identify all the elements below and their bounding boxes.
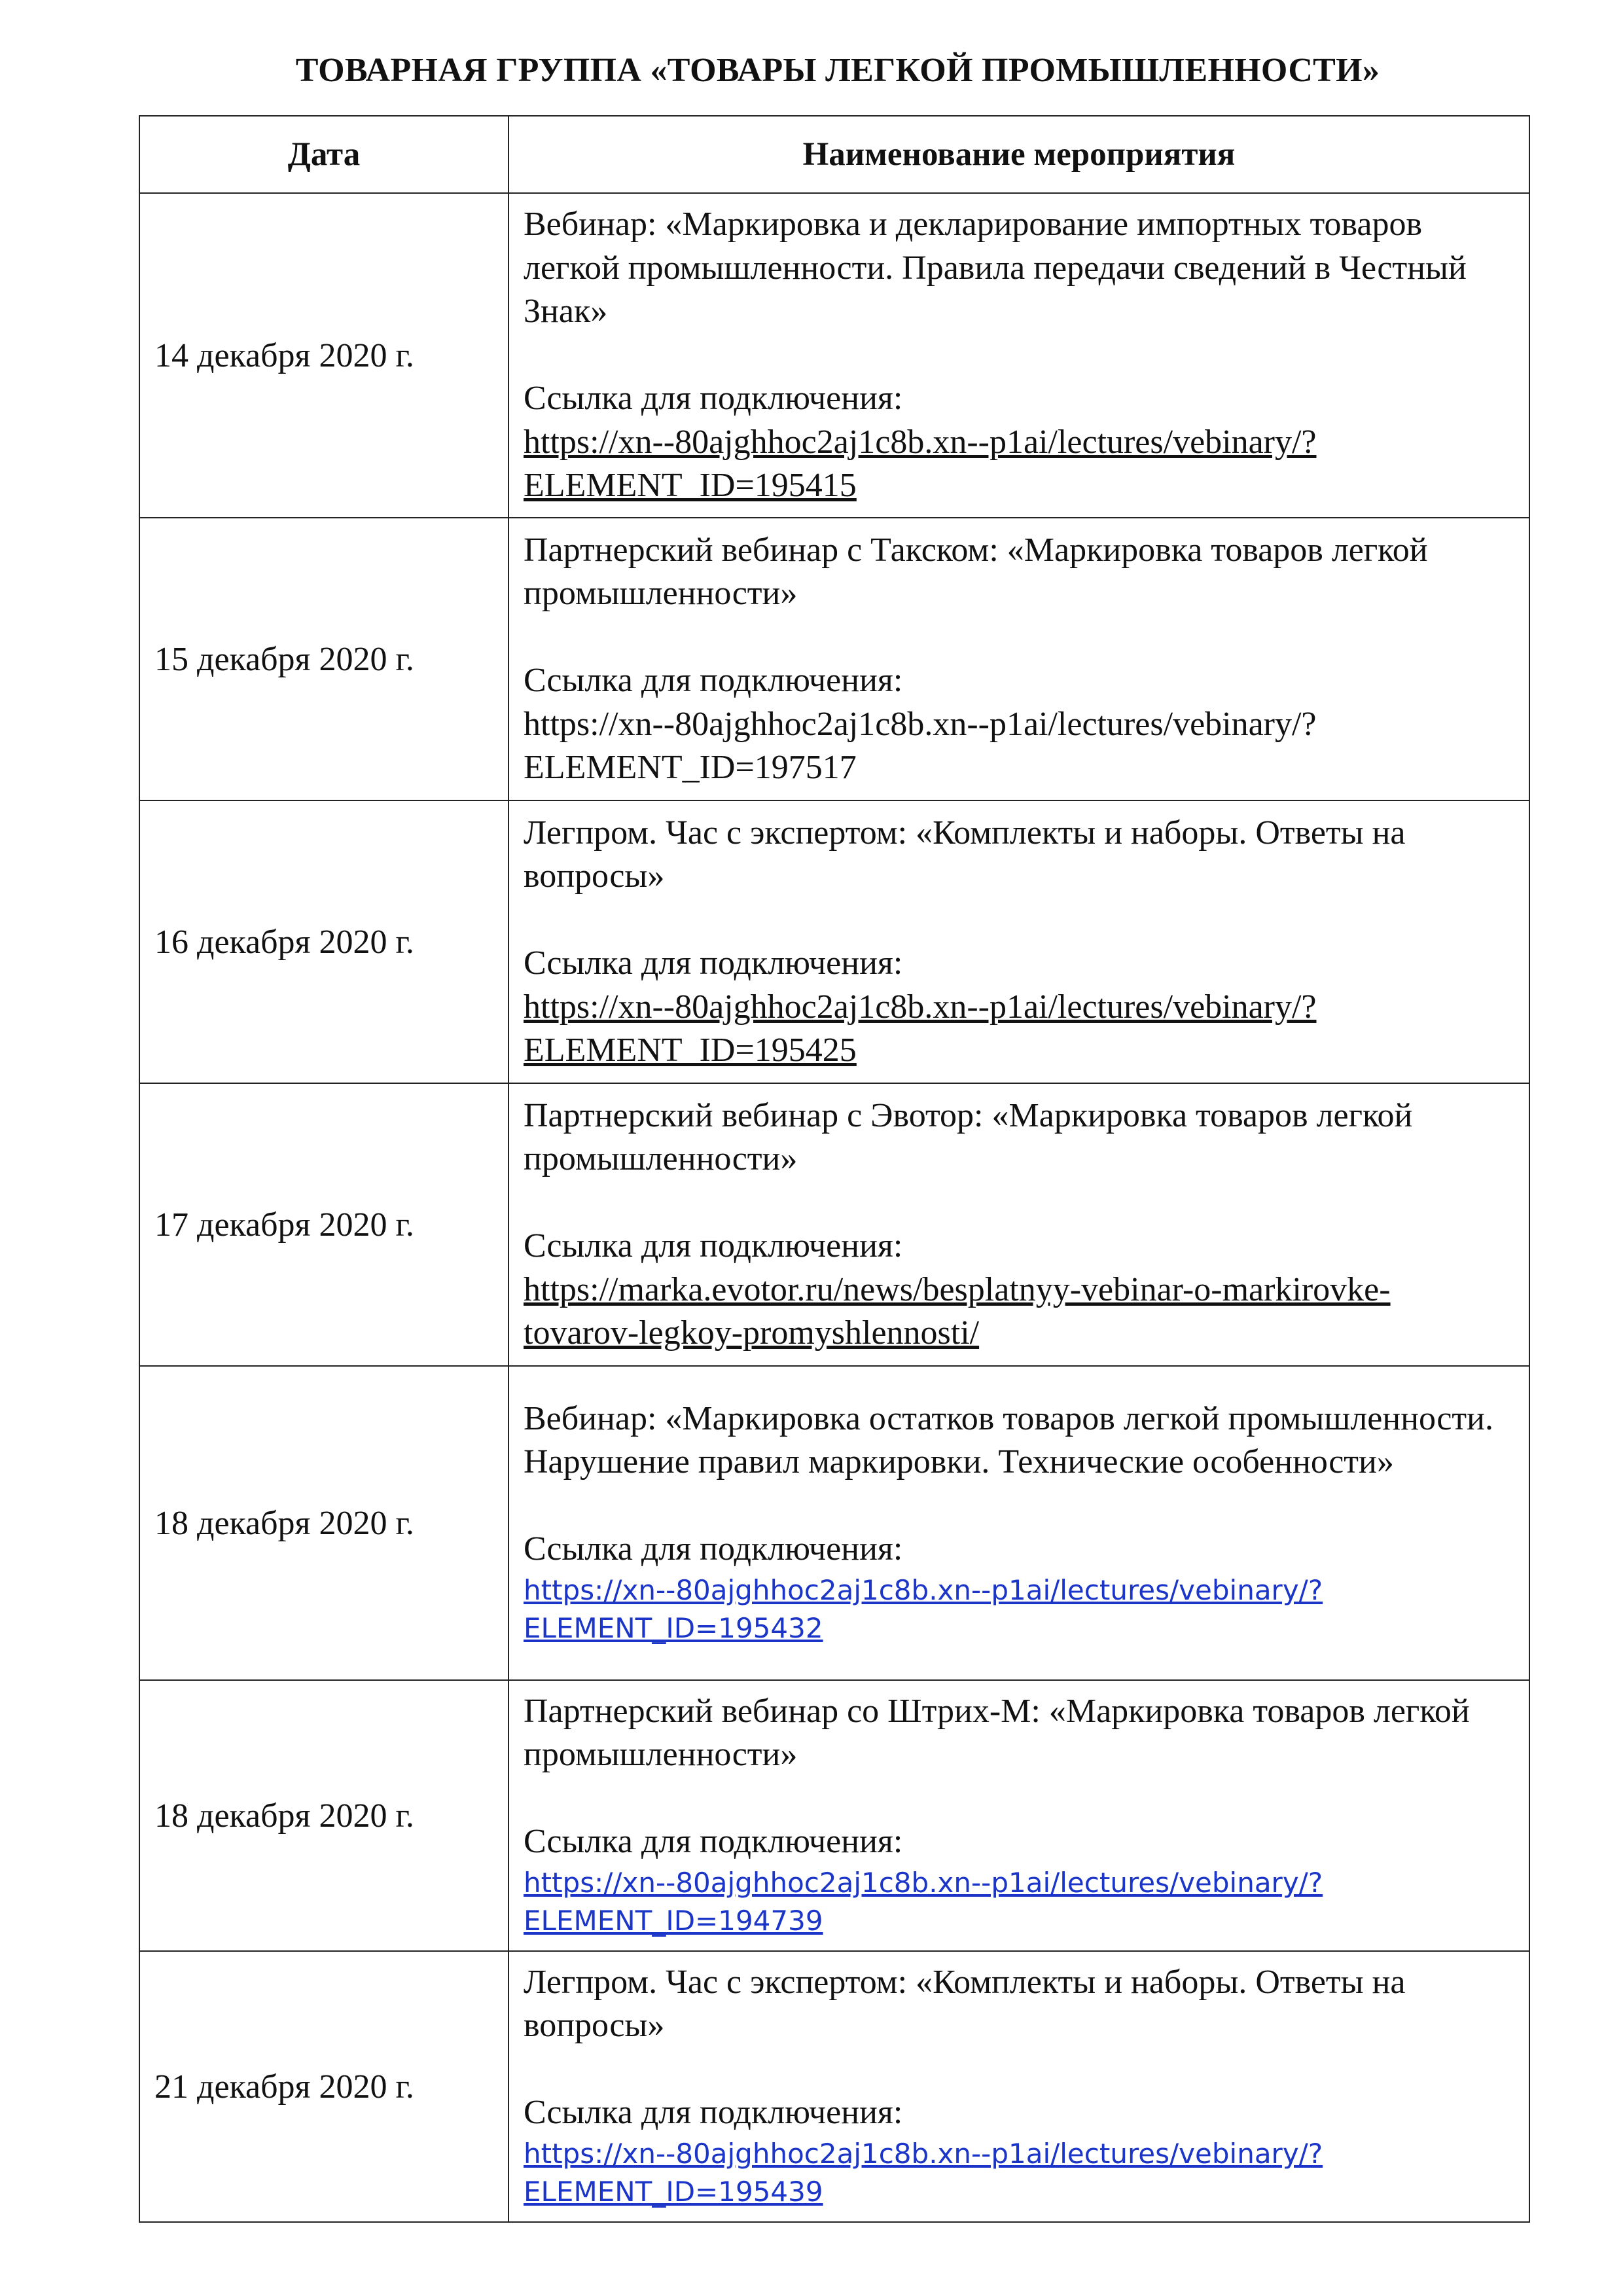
event-cell: [508, 1366, 1529, 1680]
event-link[interactable]: https://xn--80ajghhoc2aj1c8b.xn--p1ai/lectures/vebinary/? ELEMENT_ID=194739: [524, 1866, 1323, 1937]
event-date: 15 декабря 2020 г.: [139, 518, 508, 800]
link-caption: Ссылка для подключения:: [524, 1227, 903, 1265]
event-cell: [508, 1951, 1529, 2222]
event-cell: [508, 800, 1529, 1083]
link-caption: Ссылка для подключения:: [524, 1823, 903, 1861]
event-name: Партнерский вебинар с Эвотор: «Маркировка товаров легкой промышленности»: [524, 1096, 1413, 1177]
table-row: [139, 800, 1529, 1083]
link-caption: Ссылка для подключения:: [524, 662, 903, 699]
event-link[interactable]: https://xn--80ajghhoc2aj1c8b.xn--p1ai/lectures/vebinary/? ELEMENT_ID=195415: [524, 423, 1317, 505]
table-row: [139, 518, 1529, 800]
table-row: [139, 1366, 1529, 1680]
link-caption: Ссылка для подключения:: [524, 944, 903, 982]
event-date: 17 декабря 2020 г.: [139, 1083, 508, 1366]
column-header-event: Наименование мероприятия: [508, 116, 1529, 193]
event-cell: [508, 1680, 1529, 1951]
table-row: [139, 1951, 1529, 2222]
event-date: 18 декабря 2020 г.: [139, 1366, 508, 1680]
event-date: 14 декабря 2020 г.: [139, 193, 508, 518]
column-header-date: Дата: [139, 116, 508, 193]
link-caption: Ссылка для подключения:: [524, 380, 903, 418]
table-row: [139, 1680, 1529, 1951]
event-link[interactable]: https://xn--80ajghhoc2aj1c8b.xn--p1ai/lectures/vebinary/? ELEMENT_ID=195425: [524, 988, 1317, 1069]
event-name: Вебинар: «Маркировка остатков товаров легкой промышленности. Нарушение правил маркировки. Технические особенности»: [524, 1399, 1493, 1481]
event-date: 16 декабря 2020 г.: [139, 800, 508, 1083]
event-name: Вебинар: «Маркировка и декларирование импортных товаров легкой промышленности. Правила передачи сведений в Честный Знак»: [524, 206, 1467, 331]
link-caption: Ссылка для подключения:: [524, 2094, 903, 2132]
event-link[interactable]: https://marka.evotor.ru/news/besplatnyy-vebinar-o-markirovke- tovarov-legkoy-promyshlennosti/: [524, 1270, 1391, 1352]
event-name: Легпром. Час с экспертом: «Комплекты и наборы. Ответы на вопросы»: [524, 1963, 1406, 2045]
event-cell: [508, 518, 1529, 800]
event-cell: [508, 1083, 1529, 1366]
event-name: Партнерский вебинар с Такском: «Маркировка товаров легкой промышленности»: [524, 531, 1428, 612]
event-link[interactable]: https://xn--80ajghhoc2aj1c8b.xn--p1ai/lectures/vebinary/? ELEMENT_ID=195439: [524, 2137, 1323, 2208]
events-table: [139, 115, 1530, 2223]
event-date: 18 декабря 2020 г.: [139, 1680, 508, 1951]
link-caption: Ссылка для подключения:: [524, 1530, 903, 1568]
event-link[interactable]: https://xn--80ajghhoc2aj1c8b.xn--p1ai/lectures/vebinary/? ELEMENT_ID=197517: [524, 705, 1317, 786]
table-row: [139, 1083, 1529, 1366]
event-name: Легпром. Час с экспертом: «Комплекты и наборы. Ответы на вопросы»: [524, 814, 1406, 895]
table-row: [139, 193, 1529, 518]
table-header-row: [139, 116, 1529, 193]
event-cell: [508, 193, 1529, 518]
event-link[interactable]: https://xn--80ajghhoc2aj1c8b.xn--p1ai/lectures/vebinary/? ELEMENT_ID=195432: [524, 1573, 1323, 1644]
event-name: Партнерский вебинар со Штрих-М: «Маркировка товаров легкой промышленности»: [524, 1692, 1470, 1774]
event-date: 21 декабря 2020 г.: [139, 1951, 508, 2222]
page-title: ТОВАРНАЯ ГРУППА «ТОВАРЫ ЛЕГКОЙ ПРОМЫШЛЕННОСТИ»: [295, 52, 1380, 89]
